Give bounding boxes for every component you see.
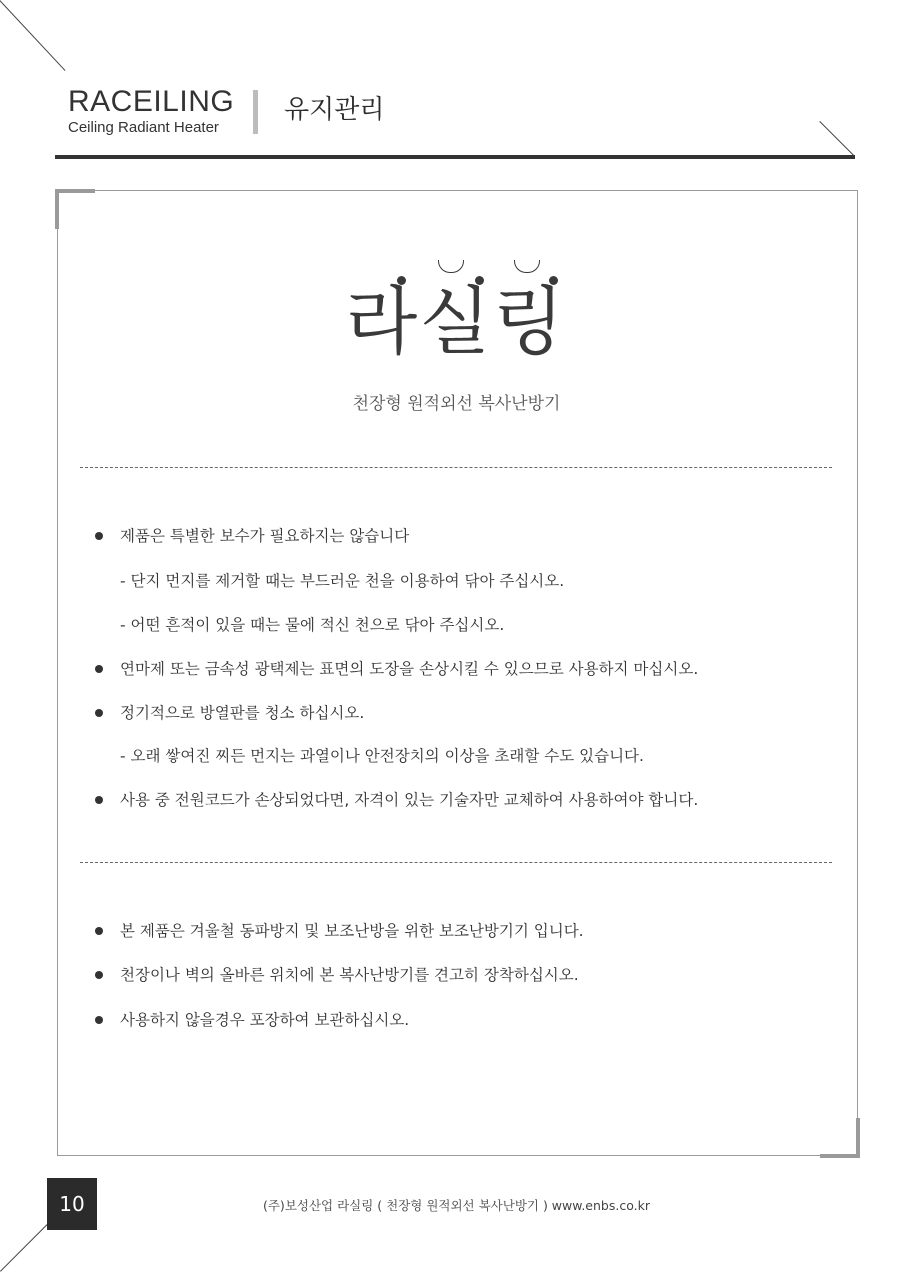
bullet-icon xyxy=(95,665,103,673)
bullet-icon xyxy=(95,927,103,935)
brand-logo xyxy=(68,86,234,137)
header-rule xyxy=(55,155,855,159)
footer-text: (주)보성산업 라실링 ( 천장형 원적외선 복사난방기 ) www.enbs.co.kr xyxy=(262,1198,650,1213)
bullet-icon xyxy=(95,1016,103,1024)
frame-corner-top-left xyxy=(55,189,95,193)
list-item: - 어떤 흔적이 있을 때는 물에 적신 천으로 닦아 주십시오. xyxy=(120,616,505,634)
list-item: 사용하지 않을경우 포장하여 보관하십시오. xyxy=(120,1011,410,1029)
bullet-icon xyxy=(95,796,103,804)
list-item: 사용 중 전원코드가 손상되었다면, 자격이 있는 기술자만 교체하여 사용하여야 합니다. xyxy=(120,791,699,809)
list-item: - 단지 먼지를 제거할 때는 부드러운 천을 이용하여 닦아 주십시오. xyxy=(120,572,565,590)
corner-diagonal-top-left xyxy=(0,0,65,71)
brand-subtitle: Ceiling Radiant Heater xyxy=(68,119,219,136)
list-item: - 오래 쌓여진 찌든 먼지는 과열이나 안전장치의 이상을 초래할 수도 있습니다. xyxy=(120,747,644,765)
dashed-divider-middle xyxy=(80,862,832,863)
brand-name: RACEILING xyxy=(68,85,235,118)
logo-smile-left xyxy=(438,260,464,273)
frame-corner-bottom-right-vertical xyxy=(856,1118,860,1158)
section-title: 유지관리 xyxy=(284,95,385,125)
product-logo xyxy=(256,258,656,378)
product-subtitle: 천장형 원적외선 복사난방기 xyxy=(352,394,561,414)
product-logo-text: 라실링 xyxy=(345,279,567,365)
corner-diagonal-header-right xyxy=(819,121,854,156)
bullet-icon xyxy=(95,709,103,717)
page-number: 10 xyxy=(47,1178,97,1230)
frame-corner-top-left-vertical xyxy=(55,189,59,229)
list-item: 천장이나 벽의 올바른 위치에 본 복사난방기를 견고히 장착하십시오. xyxy=(120,966,579,984)
bullet-icon xyxy=(95,971,103,979)
list-item: 정기적으로 방열판를 청소 하십시오. xyxy=(120,704,365,722)
dashed-divider-top xyxy=(80,467,832,468)
list-item: 연마제 또는 금속성 광택제는 표면의 도장을 손상시킬 수 있으므로 사용하지 마십시오. xyxy=(120,660,699,678)
header-separator xyxy=(253,90,258,134)
logo-smile-right xyxy=(514,260,540,273)
bullet-icon xyxy=(95,532,103,540)
frame-corner-bottom-right xyxy=(820,1154,860,1158)
list-item: 제품은 특별한 보수가 필요하지는 않습니다 xyxy=(120,527,410,545)
list-item: 본 제품은 겨울철 동파방지 및 보조난방을 위한 보조난방기기 입니다. xyxy=(120,922,584,940)
corner-diagonal-bottom-left xyxy=(0,1223,49,1272)
